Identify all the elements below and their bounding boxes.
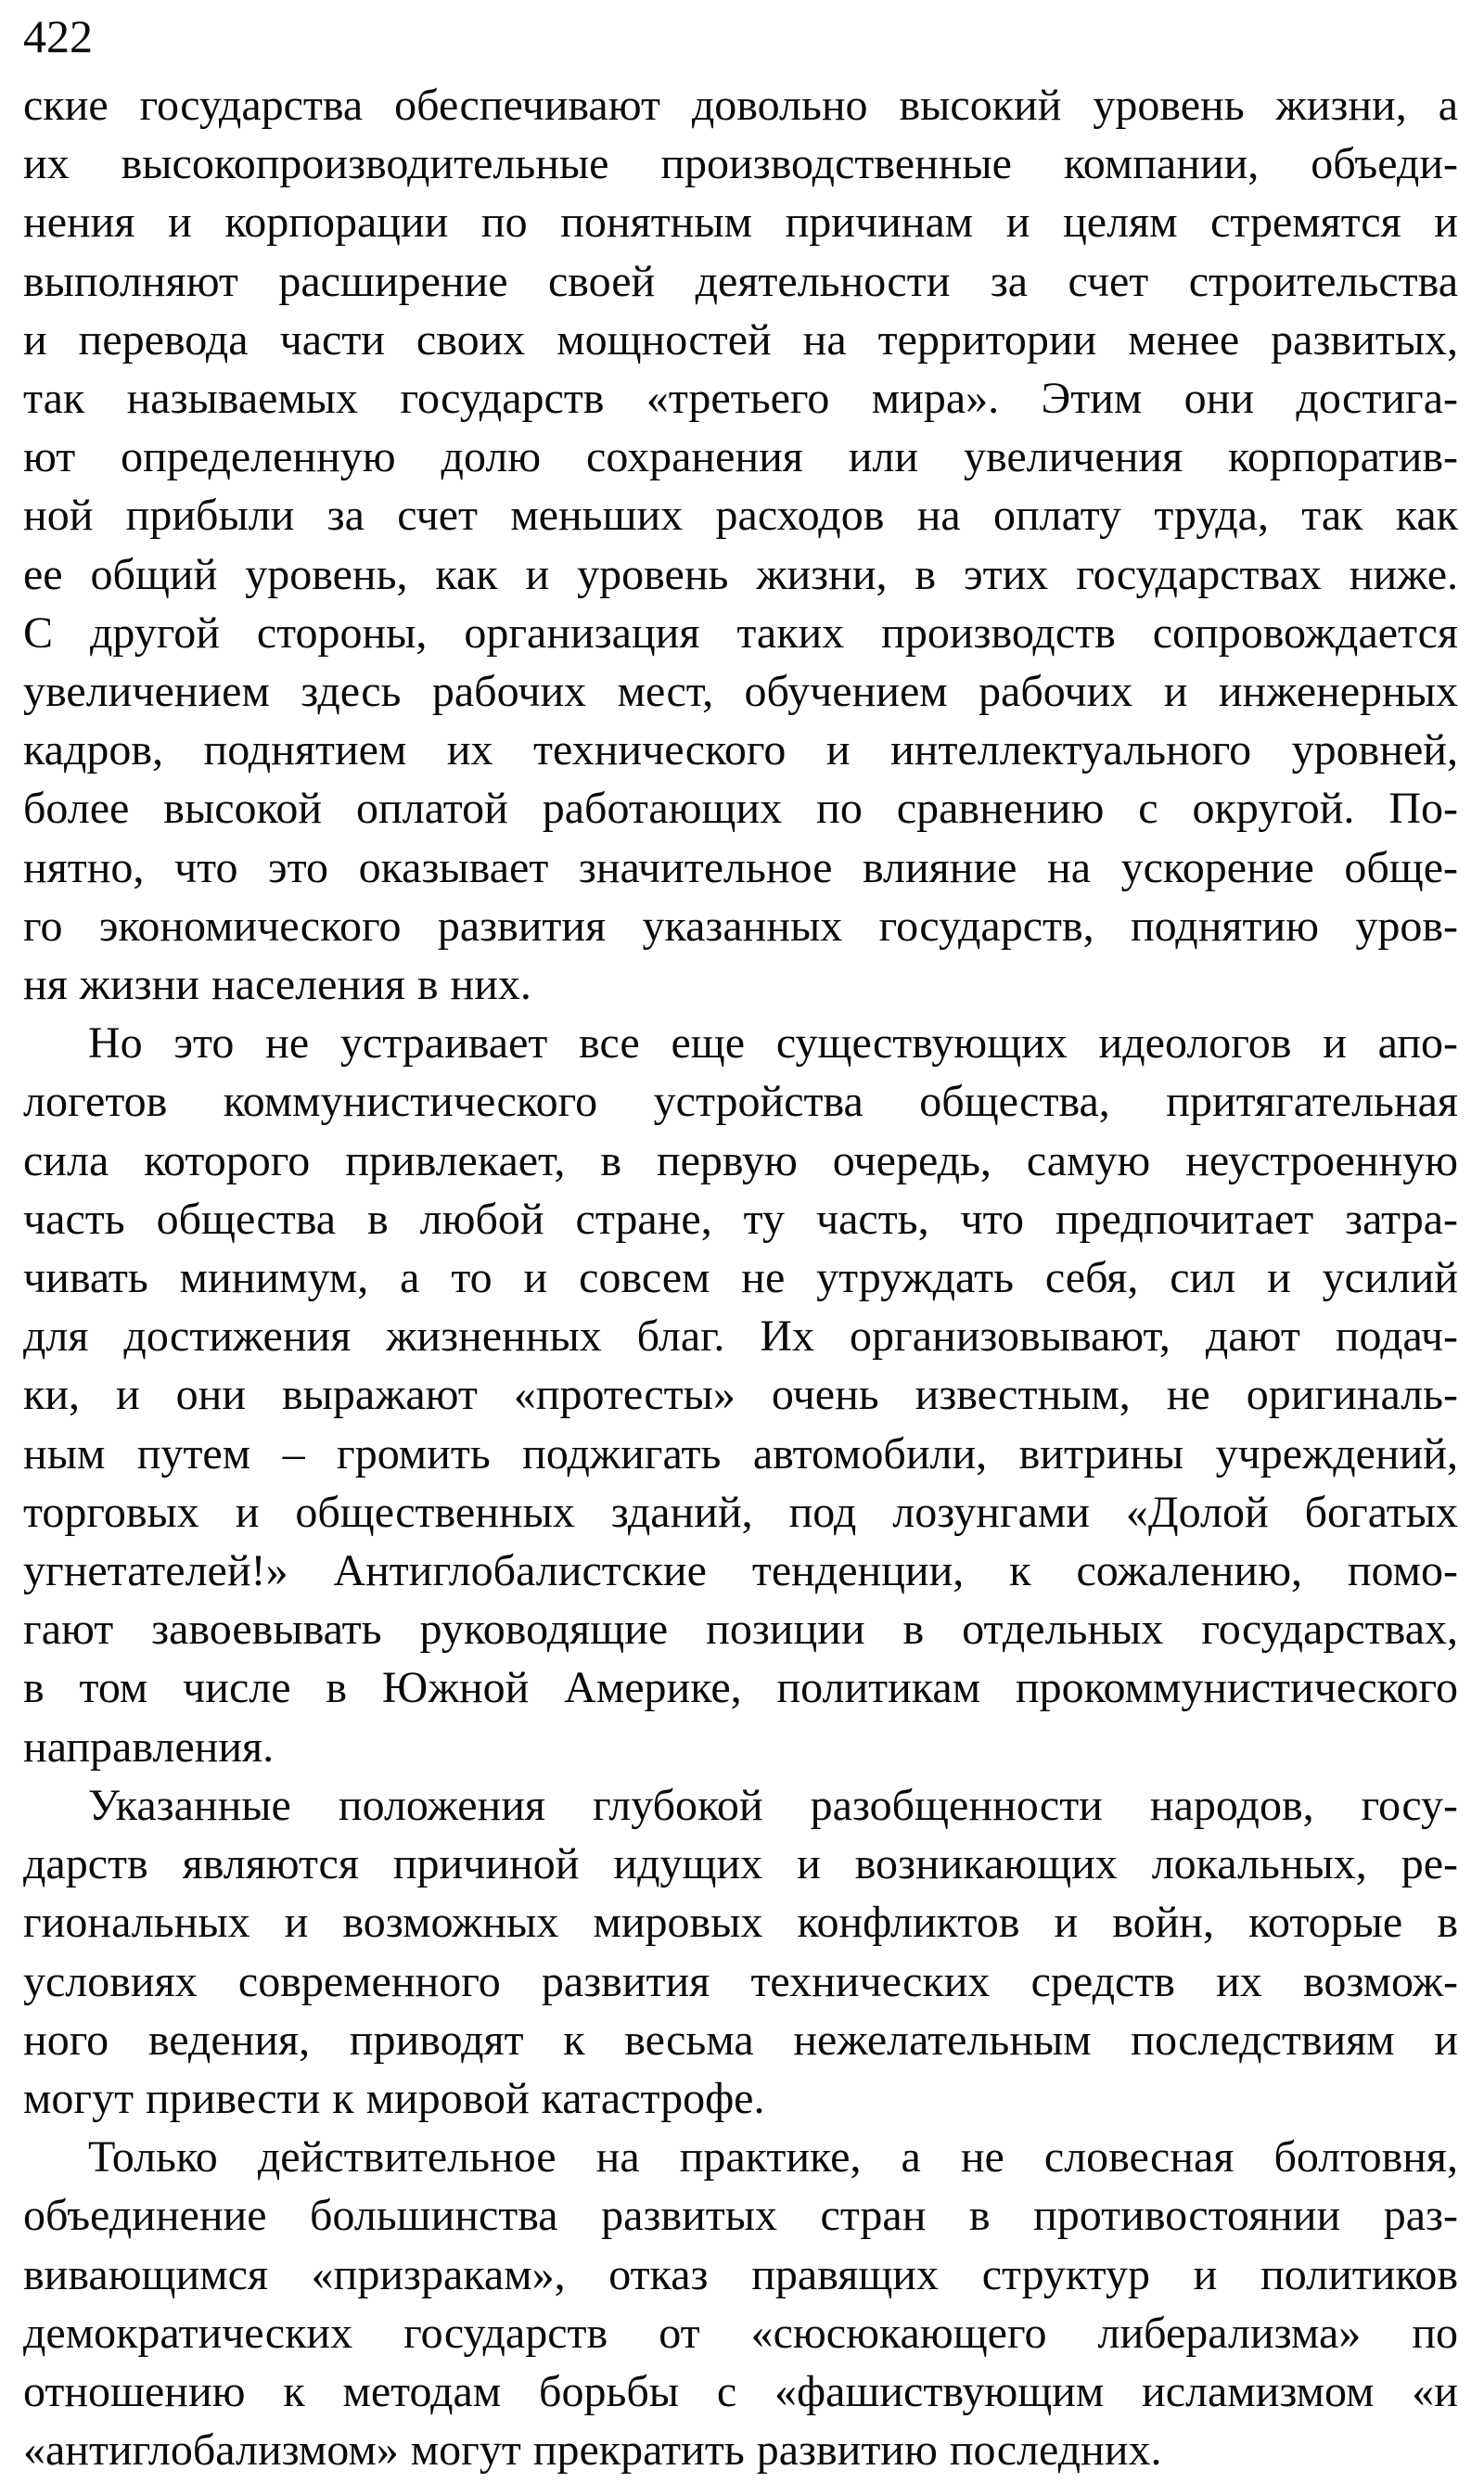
text-line: логетов коммунистического устройства общества, притягательная bbox=[23, 1077, 1458, 1127]
text-line: Но это не устраивает все еще существующих идеологов и апо- bbox=[88, 1018, 1458, 1069]
text-line: и перевода части своих мощностей на территории менее развитых, bbox=[23, 314, 1458, 365]
text-line: в том числе в Южной Америке, политикам прокоммунистического bbox=[23, 1663, 1458, 1713]
text-line: чивать минимум, а то и совсем не утруждать себя, сил и усилий bbox=[23, 1253, 1458, 1303]
text-line: часть общества в любой стране, ту часть, что предпочитает затра- bbox=[23, 1194, 1458, 1244]
text-line: Только действительное на практике, а не словесная болтовня, bbox=[88, 2132, 1458, 2182]
text-line: демократических государств от «сюсюкающего либерализма» по bbox=[23, 2308, 1458, 2358]
text-line: ют определенную долю сохранения или увеличения корпоратив- bbox=[23, 432, 1458, 482]
text-line: ки, и они выражают «протесты» очень известным, не оригиналь- bbox=[23, 1370, 1458, 1420]
text-line: для достижения жизненных благ. Их организовывают, дают подач- bbox=[23, 1312, 1458, 1362]
text-line: отношению к методам борьбы с «фашиствующим исламизмом «и bbox=[23, 2366, 1458, 2416]
body-text bbox=[23, 76, 1458, 2479]
text-line: «антиглобализмом» могут прекратить развитию последних. bbox=[23, 2425, 1162, 2476]
text-line: могут привести к мировой катастрофе. bbox=[23, 2073, 765, 2123]
text-line: нятно, что это оказывает значительное влияние на ускорение обще- bbox=[23, 842, 1458, 892]
text-line: го экономического развития указанных государств, поднятию уров- bbox=[23, 901, 1458, 951]
text-line: Указанные положения глубокой разобщенности народов, госу- bbox=[88, 1780, 1458, 1830]
text-line: выполняют расширение своей деятельности за счет строительства bbox=[23, 256, 1458, 306]
text-line: ного ведения, приводят к весьма нежелательным последствиям и bbox=[23, 2015, 1458, 2065]
text-line: С другой стороны, организация таких производств сопровождается bbox=[23, 608, 1458, 658]
text-line: дарств являются причиной идущих и возникающих локальных, ре- bbox=[23, 1839, 1458, 1889]
text-line: направления. bbox=[23, 1721, 275, 1772]
text-line: гают завоевывать руководящие позиции в отдельных государствах, bbox=[23, 1605, 1458, 1655]
text-line: ной прибыли за счет меньших расходов на оплату труда, так как bbox=[23, 491, 1458, 541]
text-line: вивающимся «призракам», отказ правящих структур и политиков bbox=[23, 2249, 1458, 2299]
text-line: угнетателей!» Антиглобалистские тенденции, к сожалению, помо- bbox=[23, 1546, 1458, 1596]
text-line: условиях современного развития технических средств их возмож- bbox=[23, 1956, 1458, 2006]
text-line: гиональных и возможных мировых конфликтов и войн, которые в bbox=[23, 1898, 1458, 1948]
text-line: ее общий уровень, как и уровень жизни, в этих государствах ниже. bbox=[23, 549, 1458, 599]
text-line: ские государства обеспечивают довольно высокий уровень жизни, а bbox=[23, 81, 1458, 130]
text-line: их высокопроизводительные производственные компании, объеди- bbox=[23, 139, 1458, 189]
text-line: сила которого привлекает, в первую очередь, самую неустроенную bbox=[23, 1135, 1458, 1185]
text-line: объединение большинства развитых стран в противостоянии раз- bbox=[23, 2191, 1458, 2241]
text-line: торговых и общественных зданий, под лозунгами «Долой богатых bbox=[23, 1487, 1458, 1537]
text-line: увеличением здесь рабочих мест, обучением рабочих и инженерных bbox=[23, 667, 1458, 717]
text-line: ня жизни населения в них. bbox=[23, 960, 531, 1010]
text-line: кадров, поднятием их технического и интеллектуального уровней, bbox=[23, 725, 1458, 775]
text-line: ным путем – громить поджигать автомобили, витрины учреждений, bbox=[23, 1428, 1458, 1478]
text-line: нения и корпорации по понятным причинам и целям стремятся и bbox=[23, 198, 1458, 248]
page-number: 422 bbox=[23, 10, 93, 62]
text-line: более высокой оплатой работающих по сравнению с округой. По- bbox=[23, 784, 1458, 834]
text-line: так называемых государств «третьего мира». Этим они достига- bbox=[23, 374, 1458, 424]
